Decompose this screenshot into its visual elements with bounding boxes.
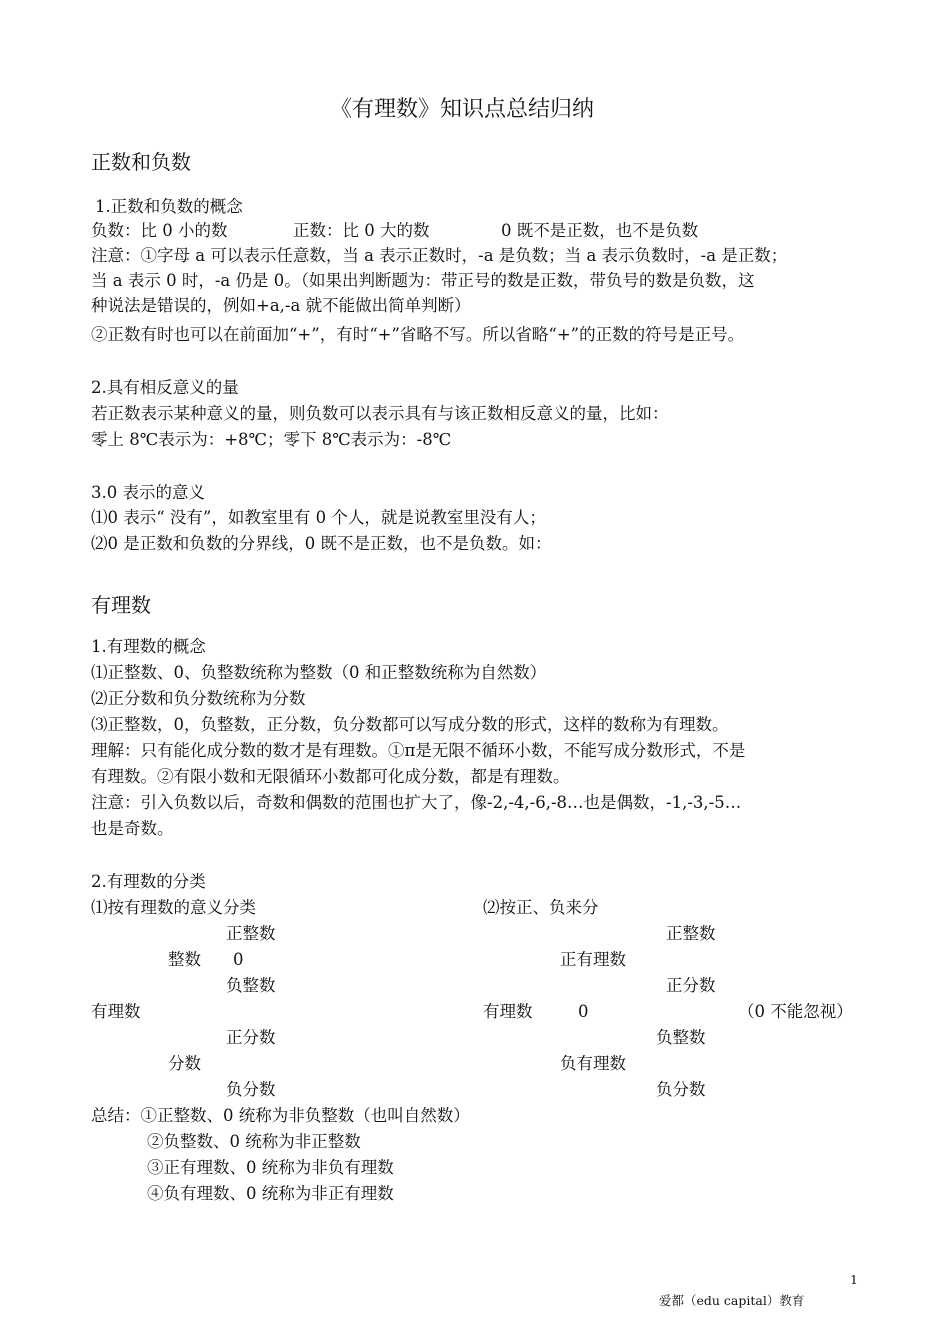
tree-node-negative-integer: 负整数 xyxy=(656,1028,706,1047)
note-line: 注意：①字母 a 可以表示任意数，当 a 表示正数时，-a 是负数；当 a 表示负数时，-a 是正数； xyxy=(91,246,788,265)
paragraph-line: ⑵0 是正数和负数的分界线，0 既不是正数，也不是负数。如： xyxy=(91,534,552,553)
document-title: 《有理数》知识点总结归纳 xyxy=(330,97,595,122)
paragraph-line: 有理数。②有限小数和无限循环小数都可化成分数，都是有理数。 xyxy=(91,767,570,786)
tree-node-negative-fraction: 负分数 xyxy=(226,1080,276,1099)
section-heading-positive-negative: 正数和负数 xyxy=(91,150,191,174)
paragraph-line: ⑶正整数，0，负整数，正分数，负分数都可以写成分数的形式，这样的数称为有理数。 xyxy=(91,715,729,734)
summary-line: ③正有理数、0 统称为非负有理数 xyxy=(147,1158,394,1177)
tree-node-negative-integer: 负整数 xyxy=(226,976,276,995)
paragraph-line: ⑴0 表示“ 没有”，如教室里有 0 个人，就是说教室里没有人； xyxy=(91,508,546,527)
paragraph-line: ⑴正整数、0、负整数统称为整数（0 和正整数统称为自然数） xyxy=(91,663,547,682)
subsection-title: 2.有理数的分类 xyxy=(91,872,206,891)
tree-node-positive-integer: 正整数 xyxy=(226,924,276,943)
paragraph-line: 若正数表示某种意义的量，则负数可以表示具有与该正数相反意义的量，比如： xyxy=(91,404,669,423)
tree-node-zero: 0 xyxy=(233,950,244,969)
classification-right-heading: ⑵按正、负来分 xyxy=(483,898,599,917)
summary-line: ②负整数、0 统称为非正整数 xyxy=(147,1132,361,1151)
tree-root-rational: 有理数 xyxy=(91,1002,141,1021)
classification-left-heading: ⑴按有理数的意义分类 xyxy=(91,898,256,917)
definition-negative: 负数：比 0 小的数 xyxy=(91,221,228,240)
subsection-title: 1.有理数的概念 xyxy=(91,637,206,656)
subsection-title: 3.0 表示的意义 xyxy=(91,483,205,502)
summary-line: ④负有理数、0 统称为非正有理数 xyxy=(147,1184,394,1203)
paragraph-line: ⑵正分数和负分数统称为分数 xyxy=(91,689,306,708)
paragraph-line: 理解：只有能化成分数的数才是有理数。①π是无限不循环小数，不能写成分数形式，不是 xyxy=(91,741,746,760)
tree-node-integer: 整数 xyxy=(168,950,201,969)
tree-node-negative-rational: 负有理数 xyxy=(560,1054,626,1073)
note-line: 当 a 表示 0 时，-a 仍是 0。（如果出判断题为：带正号的数是正数，带负号的数是负数，这 xyxy=(91,271,755,290)
tree-node-positive-fraction: 正分数 xyxy=(226,1028,276,1047)
paragraph-line: 也是奇数。 xyxy=(91,819,174,838)
tree-node-positive-integer: 正整数 xyxy=(666,924,716,943)
paragraph-line: 零上 8℃表示为：+8℃；零下 8℃表示为：-8℃ xyxy=(91,430,452,449)
tree-node-zero: 0 xyxy=(578,1002,589,1021)
zero-note: （0 不能忽视） xyxy=(738,1002,853,1021)
tree-node-positive-fraction: 正分数 xyxy=(666,976,716,995)
note-line: ②正数有时也可以在前面加“+”，有时“+”省略不写。所以省略“+”的正数的符号是正号。 xyxy=(91,325,745,344)
tree-root-rational: 有理数 xyxy=(483,1002,533,1021)
summary-line: 总结：①正整数、0 统称为非负整数（也叫自然数） xyxy=(91,1106,470,1125)
paragraph-line: 注意：引入负数以后，奇数和偶数的范围也扩大了，像-2,-4,-6,-8…也是偶数，-1,-3,-5… xyxy=(91,793,742,812)
tree-node-negative-fraction: 负分数 xyxy=(656,1080,706,1099)
tree-node-fraction: 分数 xyxy=(168,1054,201,1073)
note-line: 种说法是错误的，例如+a,-a 就不能做出简单判断） xyxy=(91,296,471,315)
definition-zero: 0 既不是正数，也不是负数 xyxy=(501,221,699,240)
page-number: 1 xyxy=(850,1272,858,1287)
tree-node-positive-rational: 正有理数 xyxy=(560,950,626,969)
footer-brand: 爱都（edu capital）教育 xyxy=(659,1293,805,1308)
section-heading-rational: 有理数 xyxy=(91,593,151,617)
subsection-title: 1.正数和负数的概念 xyxy=(95,197,243,216)
definition-positive: 正数：比 0 大的数 xyxy=(293,221,430,240)
subsection-title: 2.具有相反意义的量 xyxy=(91,378,239,397)
